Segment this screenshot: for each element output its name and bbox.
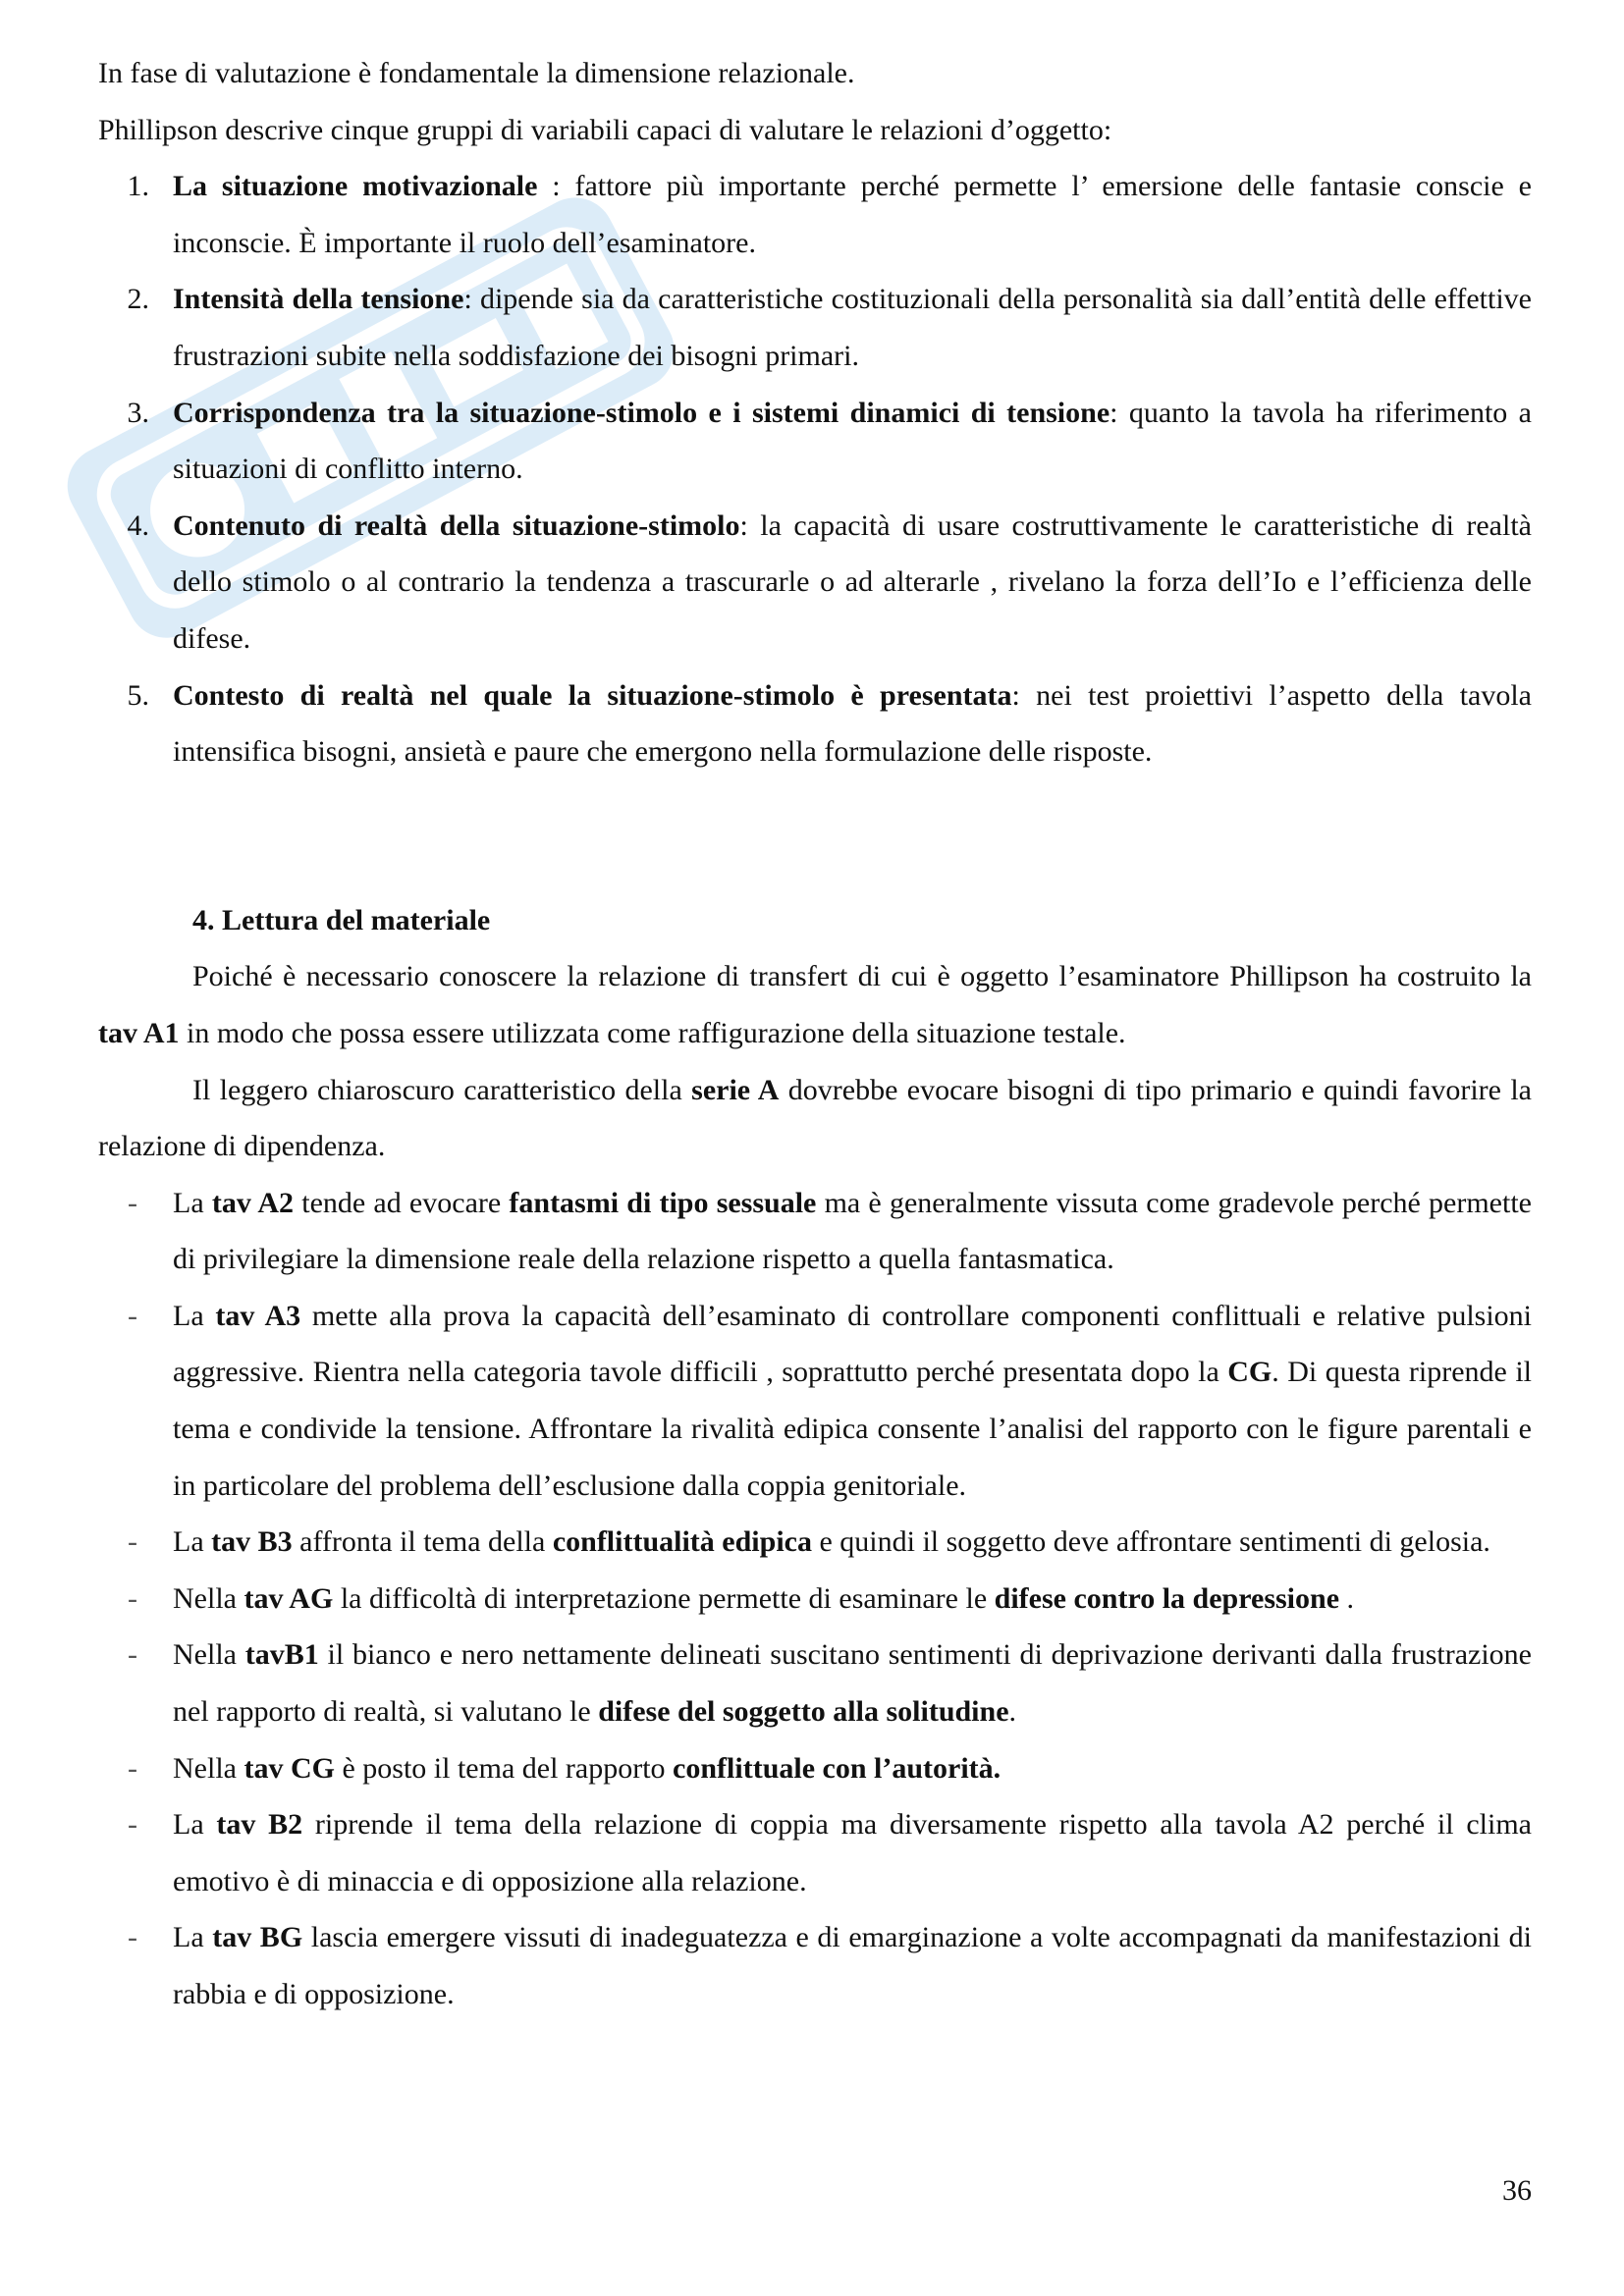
tavola-item bbox=[98, 1627, 1532, 1739]
item-text: lascia emergere vissuti di inadeguatezza e di emarginazione a volte accompagnati da manifestazioni di rabbia e di opposizione. bbox=[173, 1921, 1532, 2010]
item-text: Nella bbox=[173, 1751, 244, 1785]
dash-bullet: - bbox=[128, 1638, 137, 1672]
item-text: La bbox=[173, 1299, 216, 1332]
item-bold: tav A3 bbox=[215, 1299, 301, 1332]
section-spacer bbox=[98, 780, 1532, 892]
variable-item bbox=[98, 667, 1532, 780]
item-text: : dipende sia da caratteristiche costituzionali della personalità sia dall’entità delle effettive frustrazioni subite nella soddisfazione dei bisogni primari. bbox=[173, 283, 1532, 372]
tavola-item bbox=[98, 1288, 1532, 1514]
item-number: 3. bbox=[127, 396, 149, 429]
section-paragraph-1 bbox=[98, 948, 1532, 1061]
paragraph-bold: serie A bbox=[691, 1073, 780, 1106]
tavola-item bbox=[98, 1514, 1532, 1571]
item-bold: tavB1 bbox=[244, 1638, 319, 1672]
paragraph-text: Il leggero chiaroscuro caratteristico della bbox=[192, 1073, 692, 1106]
item-bold: conflittualità edipica bbox=[552, 1525, 812, 1559]
item-title: Corrispondenza tra la situazione-stimolo e i sistemi dinamici di tensione bbox=[173, 396, 1110, 429]
item-text: tende ad evocare bbox=[294, 1186, 510, 1219]
item-text: la difficoltà di interpretazione permette di esaminare le bbox=[333, 1581, 995, 1615]
item-text: : quanto la tavola ha riferimento a situazioni di conflitto interno. bbox=[173, 396, 1532, 486]
intro-line-1: In fase di valutazione è fondamentale la dimensione relazionale. bbox=[98, 57, 855, 89]
dash-bullet: - bbox=[128, 1525, 137, 1559]
tavola-item bbox=[98, 1909, 1532, 2022]
dash-bullet: - bbox=[128, 1299, 137, 1332]
tavola-item bbox=[98, 1740, 1532, 1797]
tavola-item bbox=[98, 1571, 1532, 1628]
item-bold: CG bbox=[1227, 1356, 1272, 1389]
item-text: . Di questa riprende il tema e condivide la tensione. Affrontare la rivalità edipica consente l’analisi del rapporto con le figure parentali e in particolare del problema dell’esclusione dalla coppia genitoriale. bbox=[173, 1356, 1532, 1502]
item-text: affronta il tema della bbox=[292, 1525, 553, 1559]
item-text: Nella bbox=[173, 1581, 244, 1615]
variable-item bbox=[98, 498, 1532, 667]
item-text: Nella bbox=[173, 1638, 245, 1672]
item-text: è posto il tema del rapporto bbox=[334, 1751, 674, 1785]
item-text: ma è generalmente vissuta come gradevole perché permette di privilegiare la dimensione reale della relazione rispetto a quella fantasmatica. bbox=[173, 1186, 1532, 1276]
tavola-item bbox=[98, 1796, 1532, 1909]
item-text: La bbox=[173, 1808, 217, 1842]
tavole-list bbox=[98, 1175, 1532, 2023]
item-bold: tav B3 bbox=[211, 1525, 293, 1559]
item-bold: conflittuale con l’autorità. bbox=[673, 1751, 1001, 1785]
section-heading: 4. Lettura del materiale bbox=[192, 903, 491, 936]
dash-bullet: - bbox=[128, 1808, 137, 1842]
dash-bullet: - bbox=[128, 1751, 137, 1785]
item-text: . bbox=[1008, 1695, 1017, 1729]
item-number: 5. bbox=[127, 678, 149, 712]
paragraph-text: in modo che possa essere utilizzata come raffigurazione della situazione testale. bbox=[179, 1016, 1126, 1049]
item-title: La situazione motivazionale bbox=[173, 170, 538, 203]
dash-bullet: - bbox=[128, 1921, 137, 1954]
item-bold: tav B2 bbox=[216, 1808, 303, 1842]
item-text: La bbox=[173, 1186, 212, 1219]
item-number: 1. bbox=[127, 170, 149, 203]
page-number: 36 bbox=[1502, 2174, 1532, 2207]
variables-list bbox=[98, 158, 1532, 780]
item-text: : la capacità di usare costruttivamente le caratteristiche di realtà dello stimolo o al contrario la tendenza a trascurarle o ad alterarle , rivelano la forza dell’Io e l’efficienza delle difese. bbox=[173, 508, 1532, 655]
dash-bullet: - bbox=[128, 1581, 137, 1615]
item-title: Contesto di realtà nel quale la situazione-stimolo è presentata bbox=[173, 678, 1012, 712]
variable-item bbox=[98, 385, 1532, 498]
item-title: Intensità della tensione bbox=[173, 283, 464, 316]
item-text: . bbox=[1339, 1581, 1355, 1615]
item-text: il bianco e nero nettamente delineati suscitano sentimenti di deprivazione derivanti dalla frustrazione nel rapporto di realtà, si valutano le bbox=[173, 1638, 1532, 1729]
item-bold: tav A2 bbox=[211, 1186, 295, 1219]
variable-item bbox=[98, 158, 1532, 271]
item-number: 2. bbox=[127, 283, 149, 316]
item-bold: difese del soggetto alla solitudine bbox=[598, 1695, 1009, 1729]
intro-line-2: Phillipson descrive cinque gruppi di variabili capaci di valutare le relazioni d’oggetto: bbox=[98, 113, 1112, 146]
page-content bbox=[98, 45, 1532, 2023]
item-text: : fattore più importante perché permette l’ emersione delle fantasie conscie e inconscie. È importante il ruolo dell’esaminatore. bbox=[173, 170, 1532, 259]
item-bold: tav BG bbox=[212, 1921, 303, 1954]
item-title: Contenuto di realtà della situazione-stimolo bbox=[173, 508, 740, 542]
paragraph-text: Poiché è necessario conoscere la relazione di transfert di cui è oggetto l’esaminatore Phillipson ha costruito la bbox=[192, 960, 1532, 993]
item-text: : nei test proiettivi l’aspetto della tavola intensifica bisogni, ansietà e paure che emergono nella formulazione delle risposte. bbox=[173, 678, 1532, 769]
variable-item bbox=[98, 271, 1532, 384]
item-text: La bbox=[173, 1921, 213, 1954]
section-paragraph-2 bbox=[98, 1062, 1532, 1175]
item-number: 4. bbox=[127, 508, 149, 542]
item-bold: tav AG bbox=[244, 1581, 334, 1615]
paragraph-bold: tav A1 bbox=[98, 1016, 180, 1049]
item-bold: fantasmi di tipo sessuale bbox=[509, 1186, 817, 1219]
paragraph-text: dovrebbe evocare bisogni di tipo primario e quindi favorire la relazione di dipendenza. bbox=[98, 1073, 1532, 1163]
tavola-item bbox=[98, 1175, 1532, 1288]
item-text: mette alla prova la capacità dell’esaminato di controllare componenti conflittuali e relative pulsioni aggressive. Rientra nella categoria tavole difficili , soprattutto perché presentata dopo la bbox=[173, 1299, 1533, 1389]
item-bold: difese contro la depressione bbox=[994, 1581, 1340, 1615]
item-text: riprende il tema della relazione di coppia ma diversamente rispetto alla tavola A2 perché il clima emotivo è di minaccia e di opposizione alla relazione. bbox=[173, 1808, 1532, 1897]
item-text: e quindi il soggetto deve affrontare sentimenti di gelosia. bbox=[811, 1525, 1490, 1559]
item-bold: tav CG bbox=[244, 1751, 335, 1785]
item-text: La bbox=[173, 1525, 212, 1559]
dash-bullet: - bbox=[128, 1186, 137, 1219]
